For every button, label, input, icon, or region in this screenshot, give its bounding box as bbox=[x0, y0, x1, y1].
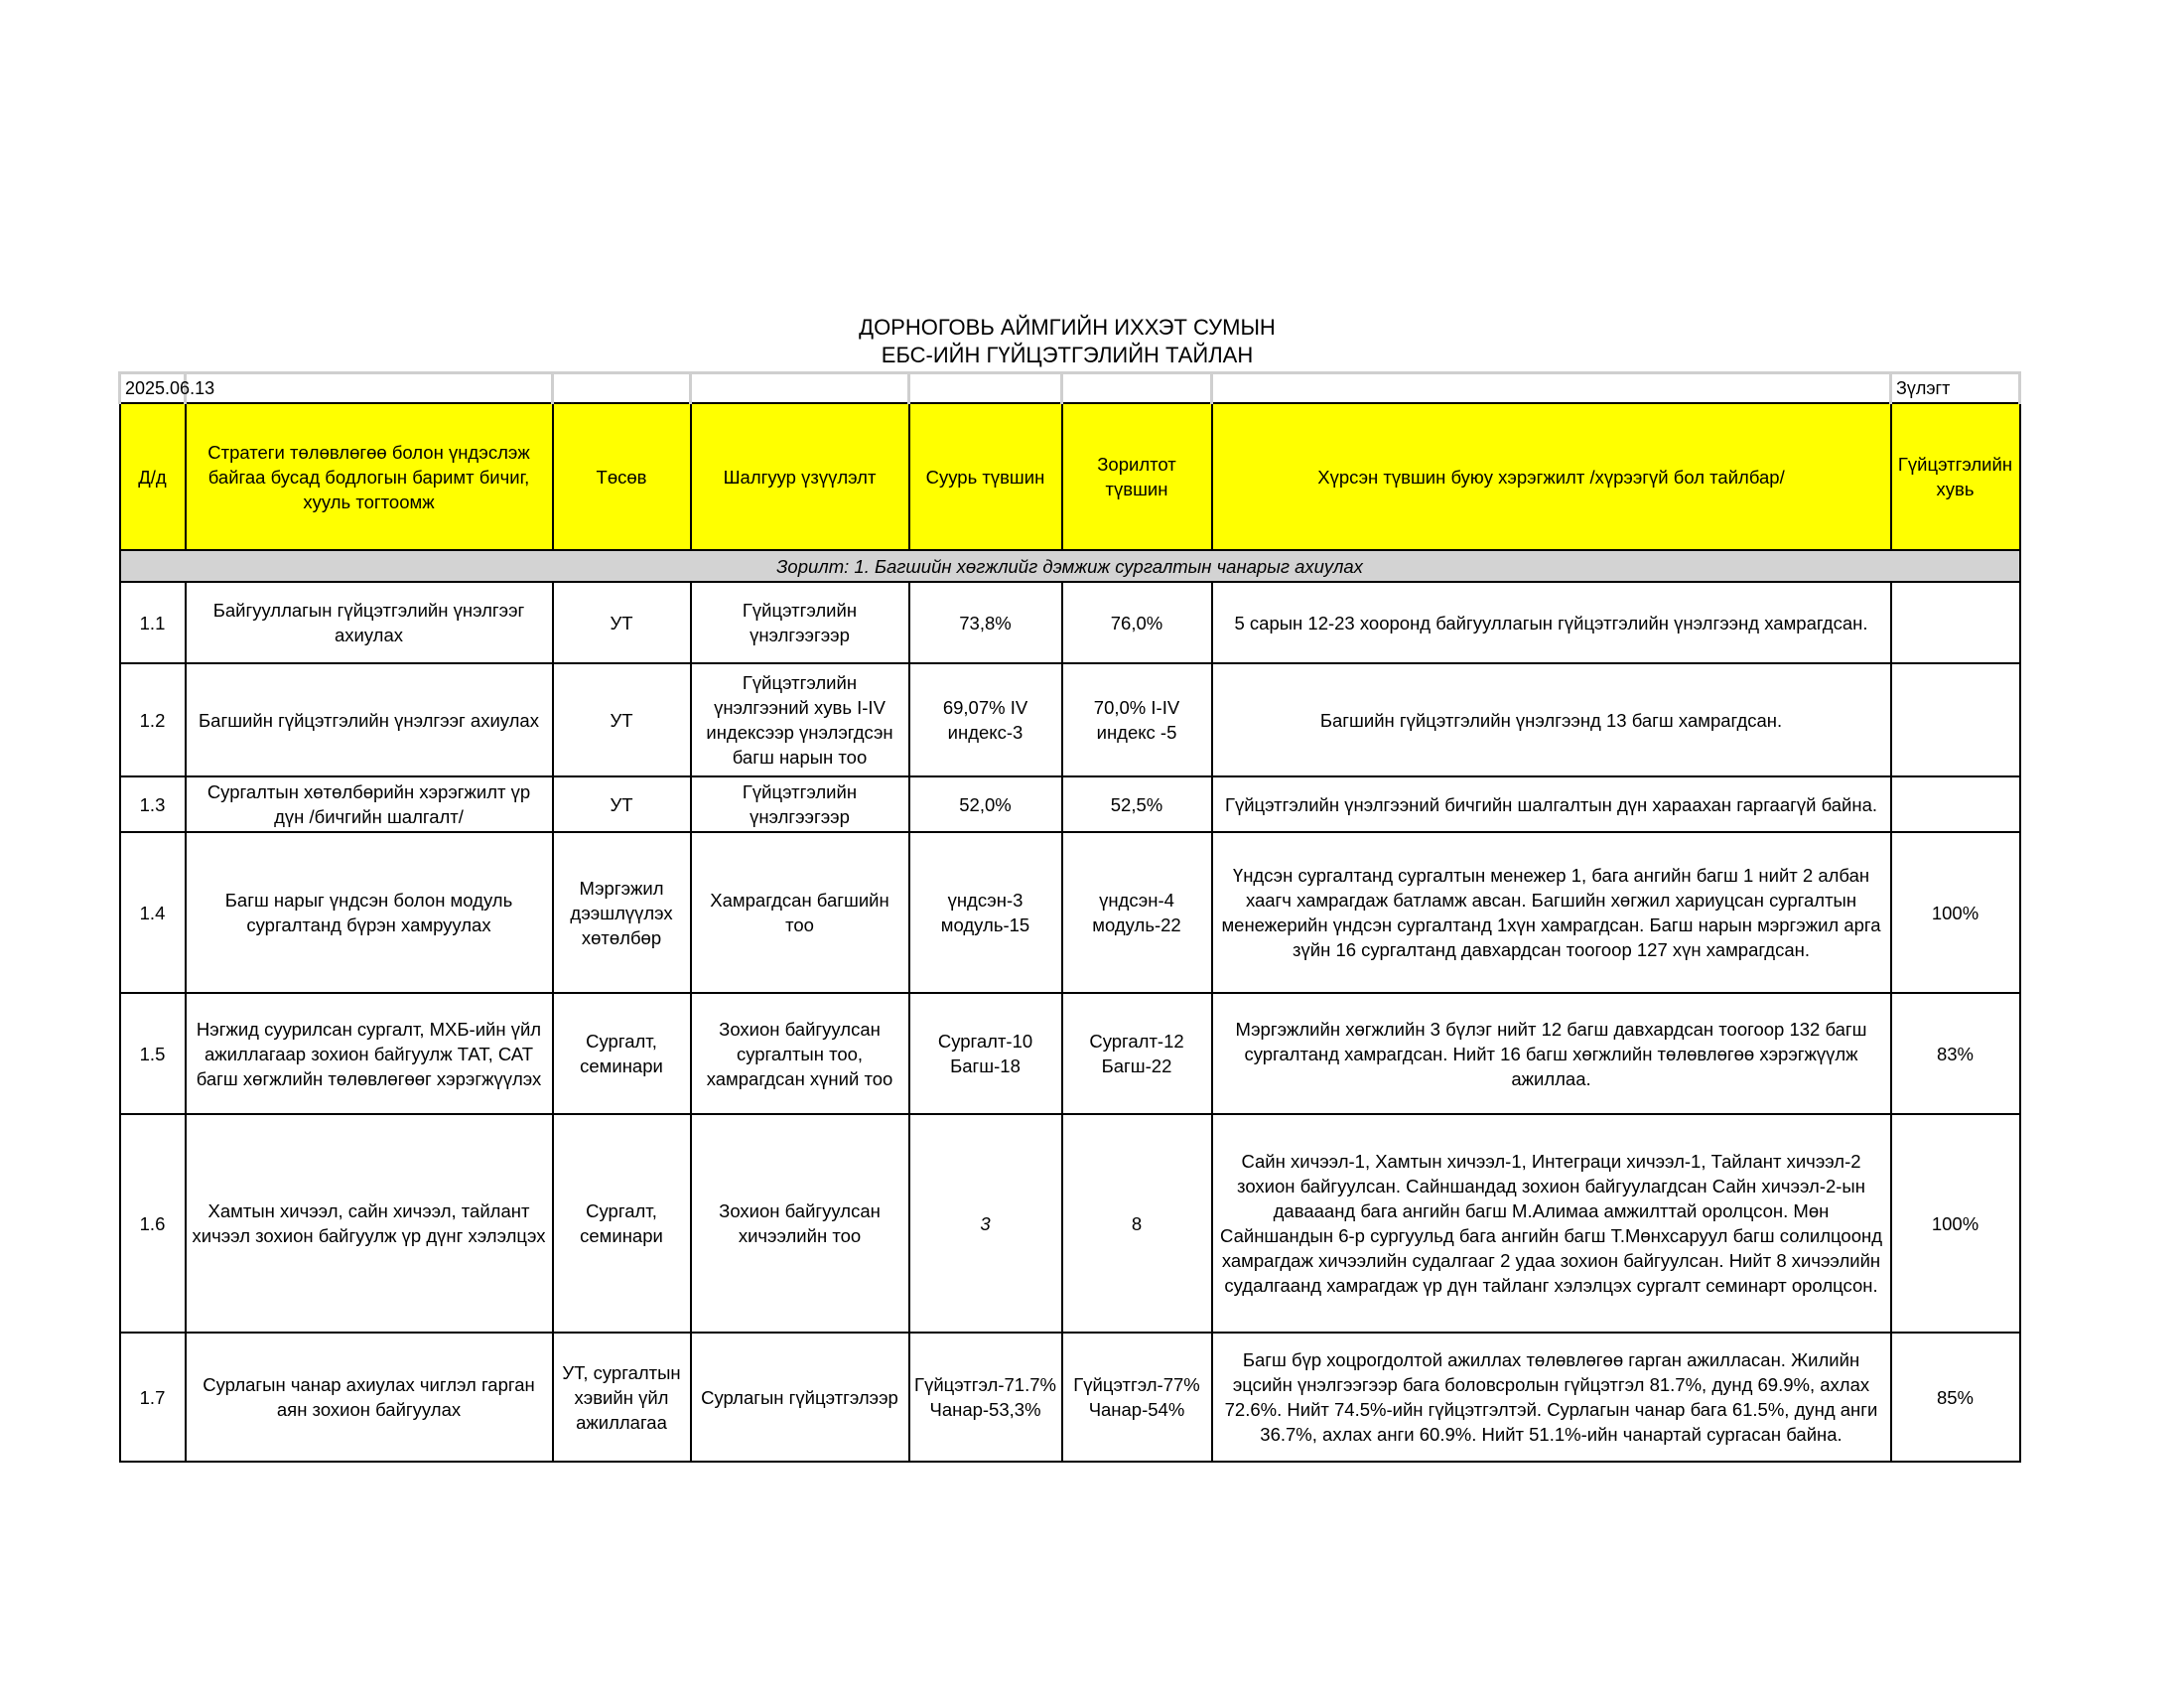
row-budget: Сургалт, семинари bbox=[553, 993, 691, 1114]
row-strategy: Хамтын хичээл, сайн хичээл, тайлант хичээл зохион байгуулж үр дүнг хэлэлцэх bbox=[186, 1114, 553, 1333]
row-indicator: Сурлагын гүйцэтгэлээр bbox=[691, 1333, 909, 1462]
table-row bbox=[120, 832, 2020, 993]
table-row bbox=[120, 582, 2020, 663]
row-percent: 83% bbox=[1891, 993, 2020, 1114]
row-budget: УТ, сургалтын хэвийн үйл ажиллагаа bbox=[553, 1333, 691, 1462]
header-indicator: Шалгуур үзүүлэлт bbox=[691, 403, 909, 550]
row-base: 52,0% bbox=[909, 776, 1062, 832]
table-row bbox=[120, 1333, 2020, 1462]
row-percent bbox=[1891, 582, 2020, 663]
row-indicator: Зохион байгуулсан хичээлийн тоо bbox=[691, 1114, 909, 1333]
header-budget: Төсөв bbox=[553, 403, 691, 550]
row-target: 52,5% bbox=[1062, 776, 1212, 832]
row-percent: 100% bbox=[1891, 1114, 2020, 1333]
row-base: Сургалт-10 Багш-18 bbox=[909, 993, 1062, 1114]
row-base: үндсэн-3 модуль-15 bbox=[909, 832, 1062, 993]
row-base: 73,8% bbox=[909, 582, 1062, 663]
row-indicator: Гүйцэтгэлийн үнэлгээний хувь I-IV индексээр үнэлэгдсэн багш нарын тоо bbox=[691, 663, 909, 776]
row-no: 1.1 bbox=[120, 582, 186, 663]
row-strategy: Багш нарыг үндсэн болон модуль сургалтанд бүрэн хамруулах bbox=[186, 832, 553, 993]
row-indicator: Гүйцэтгэлийн үнэлгээгээр bbox=[691, 582, 909, 663]
report-date: 2025.06.13 bbox=[120, 373, 186, 404]
row-budget: УТ bbox=[553, 582, 691, 663]
row-no: 1.6 bbox=[120, 1114, 186, 1333]
row-achieved: Сайн хичээл-1, Хамтын хичээл-1, Интеграци хичээл-1, Тайлант хичээл-2 зохион байгуулсан. Сайншандад зохион байгуулагдсан Сайн хичээл-2-ын давааанд бага ангийн багш М.Алимаа амжилттай оролцсон. Мөн Сайншандын 6-р сургуульд бага ангийн багш Т.Мөнхсаруул багш солилцоонд хамрагдаж хичээлийн судалгааг 2 удаа зохион байгуулсан. Нийт 8 хичээлийн судалгаанд хамрагдаж үр дүн тайланг хэлэлцэх сургалт семинарт оролцсон. bbox=[1212, 1114, 1891, 1333]
date-row bbox=[120, 373, 2020, 404]
row-achieved: Үндсэн сургалтанд сургалтын менежер 1, бага ангийн багш 1 нийт 2 албан хаагч хамрагдаж батламж авсан. Багшийн хөгжил хариуцсан сургалтын менежерийн үндсэн сургалтанд 1хүн хамрагдсан. Багш нарын мэргэжил арга зүйн 16 сургалтанд давхардсан тоогоор 127 хүн хамрагдсан. bbox=[1212, 832, 1891, 993]
table-row bbox=[120, 1114, 2020, 1333]
row-percent bbox=[1891, 663, 2020, 776]
table-row bbox=[120, 993, 2020, 1114]
row-budget: Мэргэжил дээшлүүлэх хөтөлбөр bbox=[553, 832, 691, 993]
row-budget: УТ bbox=[553, 776, 691, 832]
row-achieved: 5 сарын 12-23 хооронд байгууллагын гүйцэтгэлийн үнэлгээнд хамрагдсан. bbox=[1212, 582, 1891, 663]
header-achieved: Хүрсэн түвшин буюу хэрэгжилт /хүрээгүй бол тайлбар/ bbox=[1212, 403, 1891, 550]
report-table bbox=[118, 371, 2021, 1463]
row-indicator: Хамрагдсан багшийн тоо bbox=[691, 832, 909, 993]
row-strategy: Сургалтын хөтөлбөрийн хэрэгжилт үр дүн /бичгийн шалгалт/ bbox=[186, 776, 553, 832]
header-percent: Гүйцэтгэлийн хувь bbox=[1891, 403, 2020, 550]
row-no: 1.3 bbox=[120, 776, 186, 832]
row-percent: 100% bbox=[1891, 832, 2020, 993]
row-strategy: Багшийн гүйцэтгэлийн үнэлгээг ахиулах bbox=[186, 663, 553, 776]
row-achieved: Гүйцэтгэлийн үнэлгээний бичгийн шалгалтын дүн хараахан гаргаагүй байна. bbox=[1212, 776, 1891, 832]
row-budget: Сургалт, семинари bbox=[553, 1114, 691, 1333]
row-target: Гүйцэтгэл-77% Чанар-54% bbox=[1062, 1333, 1212, 1462]
report-title-line-1: ДОРНОГОВЬ АЙМГИЙН ИХХЭТ СУМЫН bbox=[859, 315, 1276, 340]
row-indicator: Зохион байгуулсан сургалтын тоо, хамрагдсан хүний тоо bbox=[691, 993, 909, 1114]
row-target: 70,0% I-IV индекс -5 bbox=[1062, 663, 1212, 776]
row-no: 1.7 bbox=[120, 1333, 186, 1462]
row-strategy: Нэгжид суурилсан сургалт, МХБ-ийн үйл ажиллагаар зохион байгуулж ТАТ, САТ багш хөгжлийн төлөвлөгөөг хэрэгжүүлэх bbox=[186, 993, 553, 1114]
header-target-level: Зорилтот түвшин bbox=[1062, 403, 1212, 550]
row-no: 1.5 bbox=[120, 993, 186, 1114]
row-target: 76,0% bbox=[1062, 582, 1212, 663]
header-no: Д/д bbox=[120, 403, 186, 550]
row-no: 1.2 bbox=[120, 663, 186, 776]
table-row bbox=[120, 776, 2020, 832]
goal-text: Зорилт: 1. Багшийн хөгжлийг дэмжиж сургалтын чанарыг ахиулах bbox=[120, 550, 2020, 582]
header-row bbox=[120, 403, 2020, 550]
row-base: Гүйцэтгэл-71.7% Чанар-53,3% bbox=[909, 1333, 1062, 1462]
row-achieved: Багшийн гүйцэтгэлийн үнэлгээнд 13 багш хамрагдсан. bbox=[1212, 663, 1891, 776]
table-row bbox=[120, 663, 2020, 776]
header-strategy: Стратеги төлөвлөгөө болон үндэслэж байгаа бусад бодлогын баримт бичиг, хууль тогтоомж bbox=[186, 403, 553, 550]
report-title-line-2: ЕБС-ИЙН ГҮЙЦЭТГЭЛИЙН ТАЙЛАН bbox=[881, 343, 1254, 367]
corner-label: Зүлэгт bbox=[1891, 373, 2020, 404]
row-base: 3 bbox=[909, 1114, 1062, 1333]
row-target: үндсэн-4 модуль-22 bbox=[1062, 832, 1212, 993]
row-indicator: Гүйцэтгэлийн үнэлгээгээр bbox=[691, 776, 909, 832]
row-percent bbox=[1891, 776, 2020, 832]
goal-row bbox=[120, 550, 2020, 582]
row-no: 1.4 bbox=[120, 832, 186, 993]
row-strategy: Сурлагын чанар ахиулах чиглэл гарган аян зохион байгуулах bbox=[186, 1333, 553, 1462]
row-strategy: Байгууллагын гүйцэтгэлийн үнэлгээг ахиулах bbox=[186, 582, 553, 663]
row-target: 8 bbox=[1062, 1114, 1212, 1333]
row-achieved: Багш бүр хоцрогдолтой ажиллах төлөвлөгөө гарган ажилласан. Жилийн эцсийн үнэлгээгээр бага боловсролын гүйцэтгэл 81.7%, дунд 69.9%, ахлах 72.6%. Нийт 74.5%-ийн гүйцэтгэлтэй. Сурлагын чанар бага 61.5%, дунд анги 36.7%, ахлах анги 60.9%. Нийт 51.1%-ийн чанартай сургасан байна. bbox=[1212, 1333, 1891, 1462]
row-target: Сургалт-12 Багш-22 bbox=[1062, 993, 1212, 1114]
row-budget: УТ bbox=[553, 663, 691, 776]
header-base-level: Суурь түвшин bbox=[909, 403, 1062, 550]
row-percent: 85% bbox=[1891, 1333, 2020, 1462]
row-achieved: Мэргэжлийн хөгжлийн 3 бүлэг нийт 12 багш давхардсан тоогоор 132 багш сургалтанд хамрагдсан. Нийт 16 багш хөгжлийн төлөвлөгөө хэрэгжүүлж ажиллаа. bbox=[1212, 993, 1891, 1114]
row-base: 69,07% IV индекс-3 bbox=[909, 663, 1062, 776]
